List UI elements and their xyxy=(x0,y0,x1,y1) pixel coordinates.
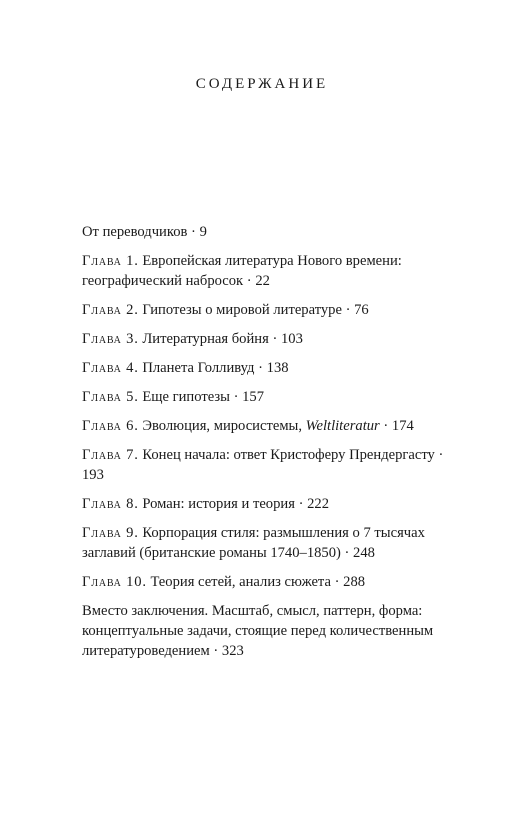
chapter-title-italic: Weltliteratur xyxy=(305,418,380,434)
toc-entry xyxy=(82,572,452,592)
page-number: 193 xyxy=(82,467,104,483)
toc-entry xyxy=(82,494,452,514)
chapter-label: Глава 2. xyxy=(82,302,139,318)
toc-entry xyxy=(82,358,452,378)
chapter-title: От переводчиков xyxy=(82,224,188,240)
toc-entry xyxy=(82,222,452,242)
page-separator: · xyxy=(294,496,308,512)
chapter-label: Глава 4. xyxy=(82,360,139,376)
chapter-label: Глава 9. xyxy=(82,525,139,541)
chapter-label: Глава 7. xyxy=(82,447,139,463)
chapter-title: Гипотезы о мировой литературе xyxy=(142,302,342,318)
page-separator: · xyxy=(434,447,444,463)
chapter-title: Конец начала: ответ Кристоферу Прендергасту xyxy=(142,447,435,463)
toc-entry xyxy=(82,387,452,407)
chapter-label: Глава 3. xyxy=(82,331,139,347)
toc-entry xyxy=(82,251,452,291)
chapter-label: Глава 6. xyxy=(82,418,139,434)
chapter-label: Глава 5. xyxy=(82,389,139,405)
toc-entry xyxy=(82,416,452,436)
chapter-title: Теория сетей, анализ сюжета xyxy=(150,574,331,590)
page-separator: · xyxy=(340,545,354,561)
chapter-title: Вместо заключения. Масштаб, смысл, паттерн, форма: концептуальные задачи, стоящие перед количественным литературоведением xyxy=(82,603,434,659)
toc-heading: СОДЕРЖАНИЕ xyxy=(195,76,329,92)
page-separator: · xyxy=(229,389,243,405)
chapter-title: Еще гипотезы xyxy=(142,389,230,405)
toc-list xyxy=(82,222,452,670)
chapter-title: Планета Голливуд xyxy=(142,360,255,376)
page-separator: · xyxy=(379,418,392,434)
page-separator: · xyxy=(254,360,267,376)
chapter-label: Глава 1. xyxy=(82,253,139,269)
page-number: 103 xyxy=(280,331,303,347)
toc-entry xyxy=(82,300,452,320)
chapter-title: Европейская литература Нового времени: географический набросок xyxy=(82,253,402,289)
chapter-label: Глава 8. xyxy=(82,496,139,512)
page-separator: · xyxy=(268,331,281,347)
page-separator: · xyxy=(330,574,344,590)
toc-entry xyxy=(82,445,452,485)
page-number: 174 xyxy=(391,418,414,434)
toc-entry xyxy=(82,601,452,661)
chapter-title: Роман: история и теория xyxy=(142,496,295,512)
page-separator: · xyxy=(209,643,222,659)
page-separator: · xyxy=(187,224,200,240)
toc-entry xyxy=(82,523,452,563)
chapter-title: Эволюция, миросистемы, xyxy=(142,418,306,434)
page-number: 138 xyxy=(266,360,289,376)
page-number: 9 xyxy=(199,224,207,240)
page-number: 323 xyxy=(221,643,244,659)
chapter-title: Корпорация стиля: размышления о 7 тысячах заглавий (британские романы 1740–1850) xyxy=(82,525,425,561)
page-number: 288 xyxy=(343,574,366,590)
page-number: 222 xyxy=(307,496,329,512)
page-separator: · xyxy=(341,302,355,318)
toc-entry xyxy=(82,329,452,349)
page-number: 248 xyxy=(353,545,375,561)
page-separator: · xyxy=(243,273,256,289)
page-number: 76 xyxy=(354,302,369,318)
chapter-label: Глава 10. xyxy=(82,574,147,590)
page-number: 22 xyxy=(255,273,270,289)
page-number: 157 xyxy=(242,389,265,405)
chapter-title: Литературная бойня xyxy=(142,331,269,347)
